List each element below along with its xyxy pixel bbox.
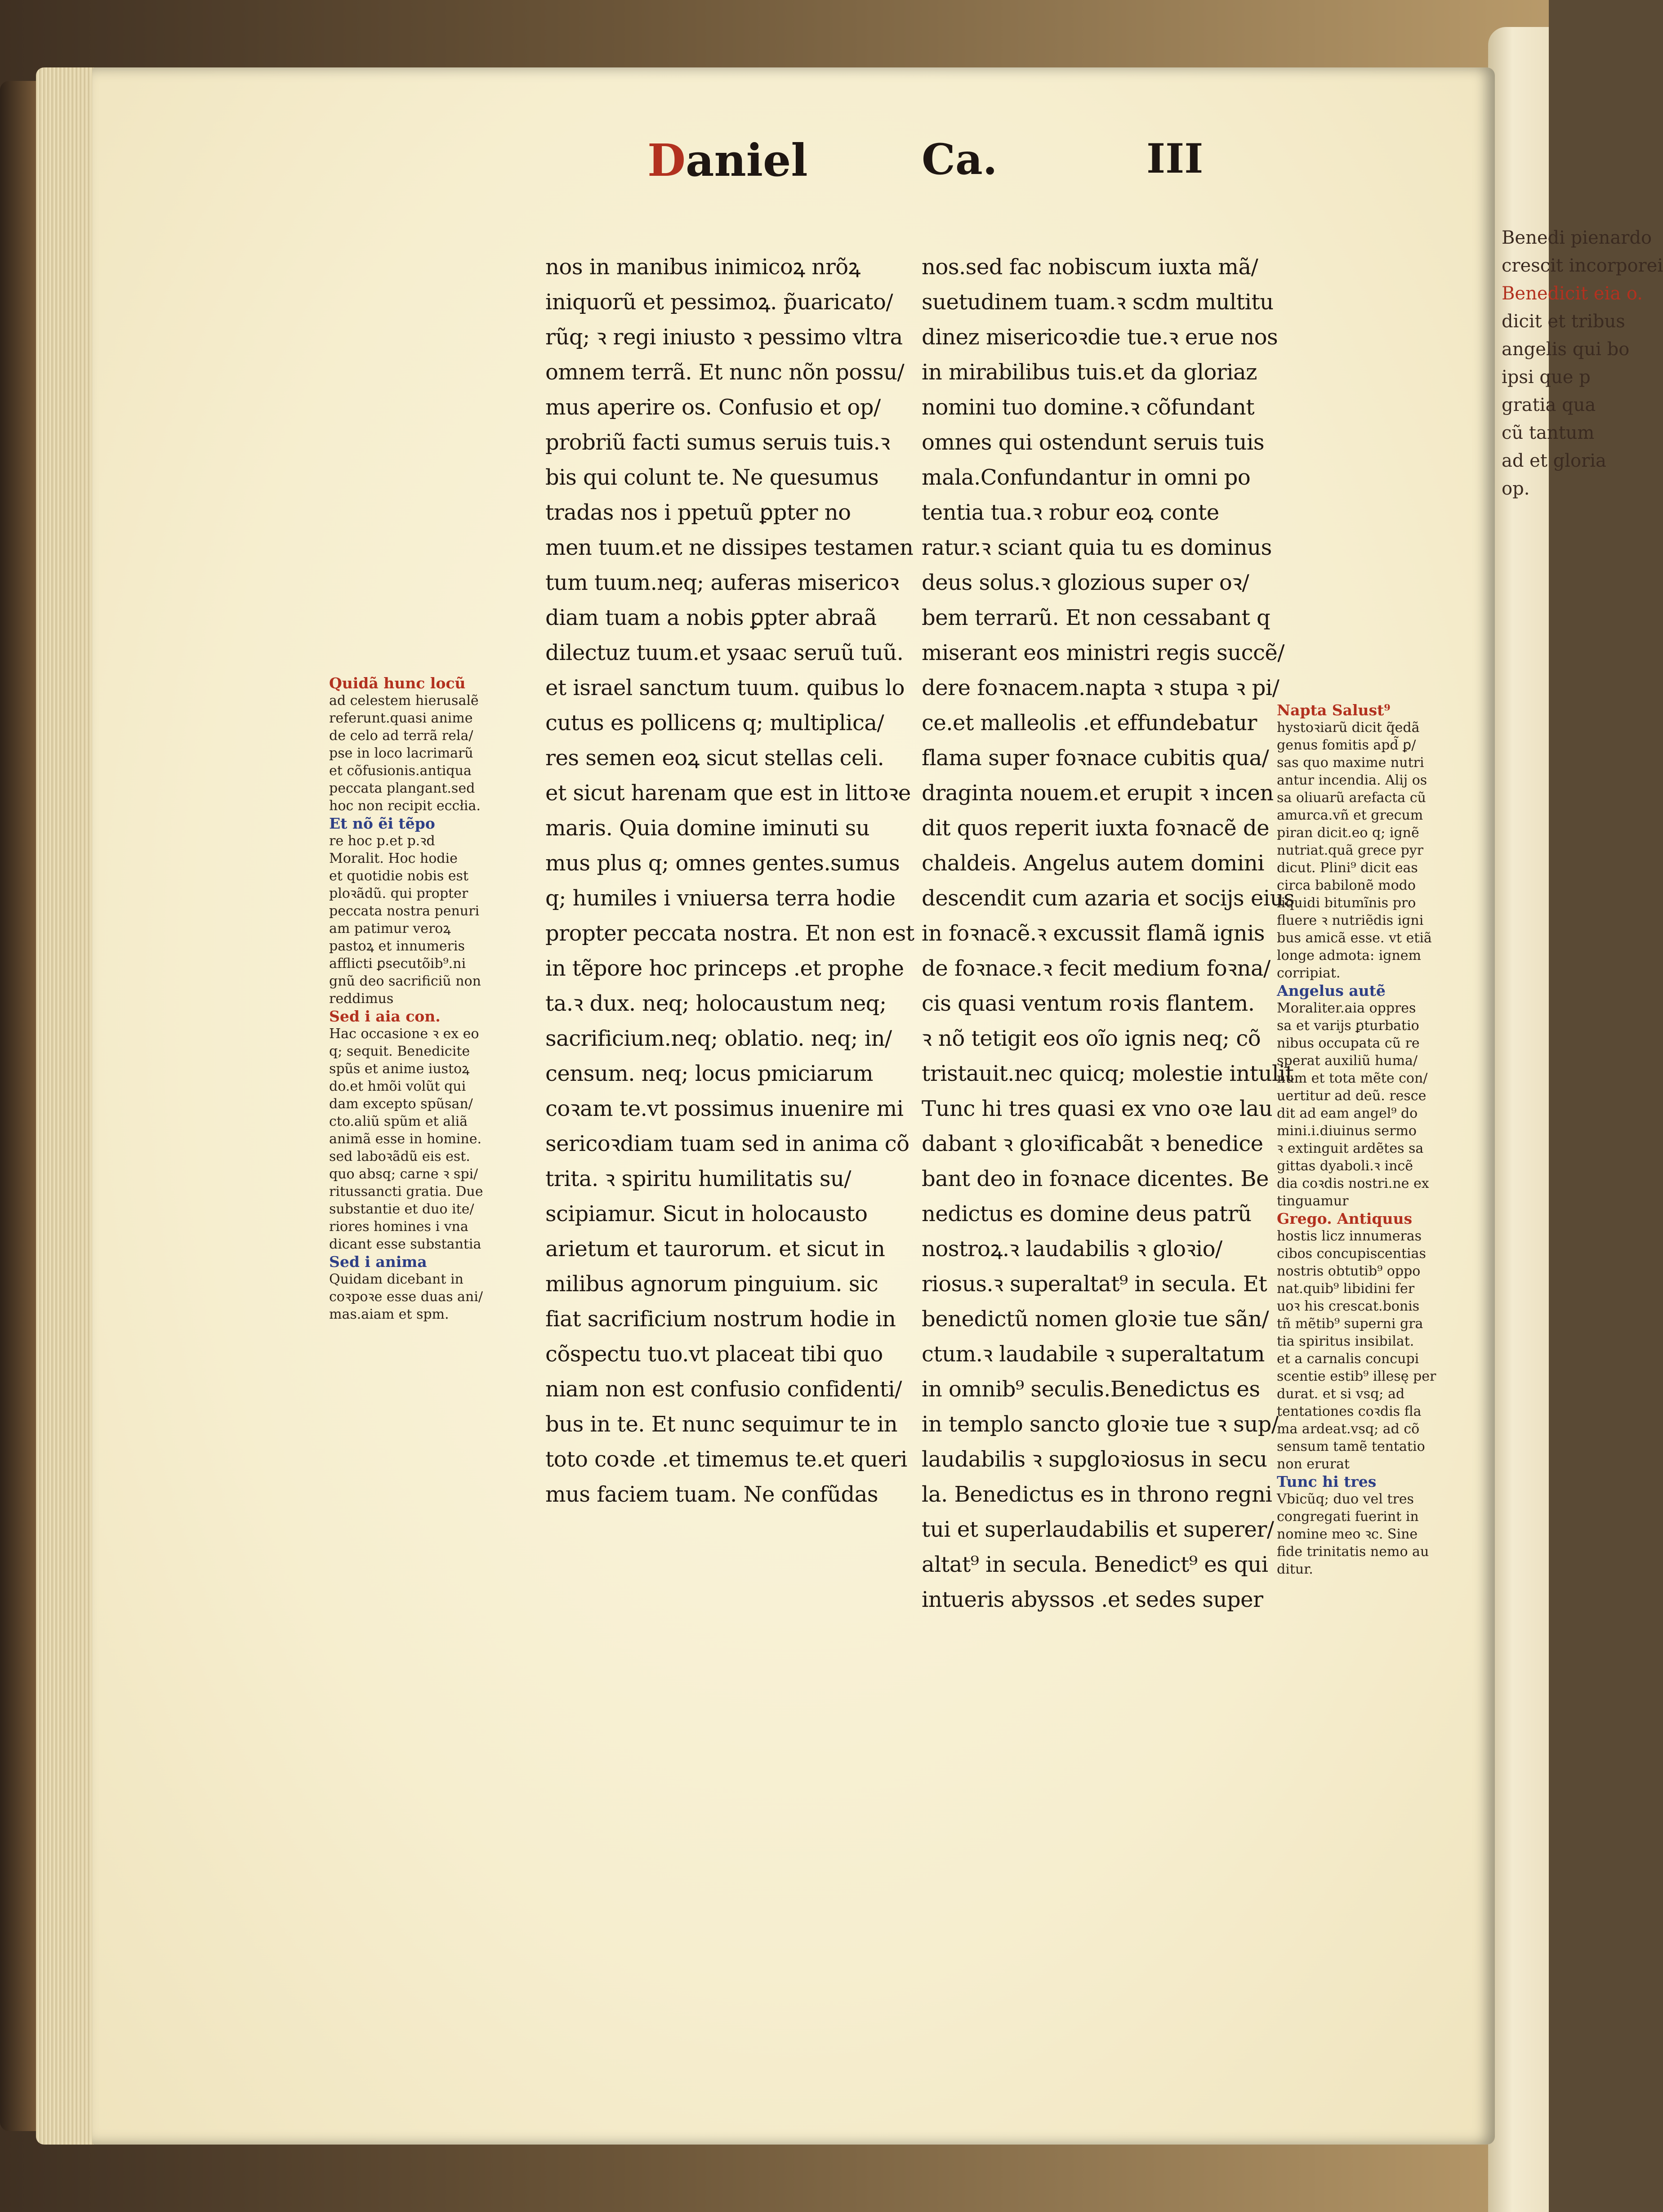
gloss-line: genus fomitis apd̃ ꝑ/ [1277,737,1416,753]
gloss-line: Napta Salust⁹ [1277,701,1391,719]
facing-page-fragment: angelis qui bo [1502,339,1630,360]
gloss-line: animã esse in homine. [329,1131,482,1147]
gloss-line: fluere ꝛ nutriẽdis igni [1277,913,1424,928]
text-line: nos in manibus inimicoꝝ nrõꝝ [545,254,860,280]
gloss-line: nibus occupata cũ re [1277,1035,1420,1051]
gloss-line: dicant esse substantia [329,1236,482,1252]
gloss-line: dit ad eam angel⁹ do [1277,1106,1418,1121]
gloss-line: pastoꝝ et innumeris [329,938,465,954]
gloss-line: hostis licz innumeras [1277,1228,1422,1244]
gloss-line: mini.i.diuinus sermo [1277,1123,1417,1139]
text-line: dilectuz tuum.et ysaac seruũ tuũ. [545,640,904,665]
text-line: tui et superlaudabilis et superer/ [922,1517,1274,1542]
text-line: intueris abyssos .et sedes super [922,1587,1263,1612]
gloss-line: q; sequit. Benedicite [329,1044,470,1059]
text-line: trita. ꝛ spiritu humilitatis su/ [545,1166,852,1191]
text-line: omnes qui ostendunt seruis tuis [922,430,1264,455]
gloss-line: spũs et anime iustoꝝ [329,1061,470,1077]
gloss-line: nat.quib⁹ libidini fer [1277,1281,1415,1297]
text-line: tentia tua.ꝛ robur eoꝝ conte [922,500,1219,525]
gloss-line: et cõfusionis.antiqua [329,763,472,779]
gloss-line: pse in loco lacrimarũ [329,745,473,761]
marginal-gloss-right [1277,701,1436,1578]
gloss-line: congregati fuerint in [1277,1509,1419,1525]
text-line: niam non est confusio confidenti/ [545,1377,902,1402]
text-line: nomini tuo domine.ꝛ cõfundant [922,395,1255,420]
text-line: draginta nouem.et erupit ꝛ incen [922,780,1274,806]
gloss-line: piran dicit.eo q; ignẽ [1277,825,1419,841]
gloss-line: et quotidie nobis est [329,868,468,884]
gloss-line: ad celestem hierusalẽ [329,693,479,709]
text-line: cõspectu tuo.vt placeat tibi quo [545,1342,883,1367]
gloss-line: fide trinitatis nemo au [1277,1544,1429,1560]
text-line: bant deo in foꝛnace dicentes. Be [922,1166,1269,1191]
text-line: censum. neq; locus pmiciarum [545,1061,874,1086]
text-line: deus solus.ꝛ glozious super oꝛ/ [922,570,1249,595]
gloss-line: gittas dyaboli.ꝛ incẽ [1277,1158,1413,1174]
text-line: de foꝛnace.ꝛ fecit medium foꝛna/ [922,956,1271,981]
text-line: coꝛam te.vt possimus inuenire mi [545,1096,904,1121]
gloss-line: Et nõ ẽi tẽpo [329,815,435,832]
gloss-line: referunt.quasi anime [329,710,473,726]
text-line: bus in te. Et nunc sequimur te in [545,1412,898,1437]
text-line: propter peccata nostra. Et non est [545,921,914,946]
facing-page-edge [1488,27,1663,2212]
gloss-line: quo absq; carne ꝛ spi/ [329,1166,478,1182]
gloss-line: coꝛpoꝛe esse duas ani/ [329,1289,483,1305]
text-line: nedictus es domine deus patrũ [922,1201,1252,1226]
gloss-line: Hac occasione ꝛ ex eo [329,1026,479,1042]
text-line: in tẽpore hoc princeps .et prophe [545,956,904,981]
text-line: arietum et taurorum. et sicut in [545,1236,885,1262]
gloss-line: uoꝛ his crescat.bonis [1277,1298,1420,1314]
gloss-line: hystoꝛiarũ dicit q̃edã [1277,720,1420,736]
text-line: in foꝛnacẽ.ꝛ excussit flamã ignis [922,921,1265,946]
gloss-line: Sed i aia con. [329,1008,441,1025]
gloss-line: sed laboꝛãdũ eis est. [329,1149,470,1164]
text-line: men tuum.et ne dissipes testamen [545,535,914,560]
gloss-line: nostris obtutib⁹ oppo [1277,1263,1421,1279]
text-line: descendit cum azaria et socijs eius [922,886,1295,911]
gloss-line: de celo ad terrã rela/ [329,728,473,744]
gloss-line: Angelus autẽ [1277,982,1386,999]
facing-page-fragment: Benedicit eia o. [1502,283,1643,304]
gloss-line: sensum tamẽ tentatio [1277,1439,1425,1454]
gloss-line: ritussancti gratia. Due [329,1184,483,1200]
facing-page-fragment: Benedi pienardo [1502,227,1652,248]
text-line: iniquorũ et pessimoꝝ. p̃uaricato/ [545,290,893,315]
text-line: diam tuam a nobis ꝑpter abraã [545,605,877,630]
text-line: sacrificium.neq; oblatio. neq; in/ [545,1026,892,1051]
gloss-line: mas.aiam et spm. [329,1307,449,1322]
gloss-line: amurca.vñ et grecum [1277,807,1423,823]
chapter-number: III [1146,135,1204,183]
text-line: tradas nos i ppetuũ ꝑpter no [545,500,851,525]
gloss-line: hoc non recipit eccłia. [329,798,481,814]
facing-page-fragment: ad et gloria [1502,450,1606,471]
main-text-column-left [545,250,914,1512]
gloss-line: re hoc p.et p.ꝛd [329,833,435,849]
text-line: ctum.ꝛ laudabile ꝛ superaltatum [922,1342,1265,1367]
gloss-line: tentationes coꝛdis fla [1277,1404,1422,1419]
facing-page-fragment: crescit incorporei [1502,255,1663,276]
text-line: in templo sancto gloꝛie tue ꝛ sup/ [922,1412,1279,1437]
gloss-line: ꝛ extinguit ardẽtes sa [1277,1141,1424,1156]
text-line: suetudinem tuam.ꝛ scdm multitu [922,290,1274,315]
text-line: ratur.ꝛ sciant quia tu es dominus [922,535,1272,560]
gloss-line: antur incendia. Alij os [1277,772,1427,788]
gloss-line: Quidam dicebant in [329,1271,464,1287]
gloss-line: scentie estib⁹ illesę per [1277,1369,1436,1384]
text-line: flama super foꝛnace cubitis qua/ [922,745,1269,771]
gloss-line: peccata nostra penuri [329,903,480,919]
text-line: laudabilis ꝛ supgloꝛiosus in secu [922,1447,1267,1472]
text-line: milibus agnorum pinguium. sic [545,1271,878,1297]
text-line: in mirabilibus tuis.et da gloriaz [922,360,1257,385]
gloss-line: riores homines i vna [329,1219,468,1235]
gloss-line: sperat auxiliũ huma/ [1277,1053,1418,1069]
text-line: Tunc hi tres quasi ex vno oꝛe lau [922,1096,1273,1121]
text-line: in omnib⁹ seculis.Benedictus es [922,1377,1260,1402]
gloss-line: tinguamur [1277,1193,1349,1209]
gloss-line: uertitur ad deũ. resce [1277,1088,1427,1104]
gloss-line: do.et hmõi volũt qui [329,1079,466,1094]
text-line: res semen eoꝝ sicut stellas celi. [545,745,884,771]
text-line: bis qui colunt te. Ne quesumus [545,465,879,490]
text-line: mala.Confundantur in omni po [922,465,1251,490]
facing-page-fragment: gratia qua [1502,395,1596,415]
text-line: q; humiles i vniuersa terra hodie [545,886,896,911]
text-line: dit quos reperit iuxta foꝛnacẽ de [922,816,1270,841]
text-line: et sicut harenam que est in littoꝛe [545,780,911,806]
gloss-line: tñ mẽtib⁹ superni gra [1277,1316,1423,1332]
text-line: nostroꝝ.ꝛ laudabilis ꝛ gloꝛio/ [922,1236,1222,1262]
gloss-line: bus amicã esse. vt etiã [1277,930,1432,946]
text-line: maris. Quia domine iminuti su [545,816,870,841]
text-line: mus aperire os. Confusio et op/ [545,395,881,420]
gloss-line: ditur. [1277,1561,1313,1577]
gloss-line: circa babilonẽ modo [1277,878,1416,893]
text-line: dinez misericoꝛdie tue.ꝛ erue nos [922,325,1278,350]
gloss-line: num et tota mẽte con/ [1277,1070,1428,1086]
gloss-line: longe admota: ignem [1277,948,1421,963]
gloss-line: Sed i anima [329,1253,427,1271]
text-line: omnem terrã. Et nunc nõn possu/ [545,360,905,385]
gloss-line: nomine meo ꝛc. Sine [1277,1526,1418,1542]
gloss-line: afflicti ꝑsecutõib⁹.ni [329,956,466,972]
gloss-line: dicut. Plini⁹ dicit eas [1277,860,1418,876]
facing-page-fragment: ipsi que p [1502,367,1591,388]
gloss-line: am patimur veroꝝ [329,921,451,937]
text-line: chaldeis. Angelus autem domini [922,851,1265,876]
text-line: tristauit.nec quicq; molestie intulit [922,1061,1294,1086]
facing-page-fragment: op. [1502,478,1530,499]
gloss-line: sa oliuarũ arefacta cũ [1277,790,1426,806]
gloss-line: Tunc hi tres [1277,1473,1377,1490]
text-line: cutus es pollicens q; multiplica/ [545,710,884,736]
text-line: tum tuum.neq; auferas misericoꝛ [545,570,899,595]
gloss-line: Vbicũq; duo vel tres [1277,1491,1414,1507]
gloss-line: ploꝛãdũ. qui propter [329,886,468,901]
chapter-label: Ca. [922,135,998,184]
gloss-line: dia coꝛdis nostri.ne ex [1277,1176,1429,1191]
gloss-line: tia spiritus insibilat. [1277,1333,1414,1349]
text-line: toto coꝛde .et timemus te.et queri [545,1447,907,1472]
gloss-line: cibos concupiscentias [1277,1246,1426,1262]
gloss-line: Moralit. Hoc hodie [329,851,458,866]
gloss-line: durat. et si vsq; ad [1277,1386,1405,1402]
facing-page-fragment: cũ tantum [1502,423,1595,443]
gloss-line: dam excepto spũsan/ [329,1096,473,1112]
gloss-line: nutriat.quã grece pyr [1277,843,1423,858]
text-line: ꝛ nõ tetigit eos oĩo ignis neq; cõ [922,1026,1261,1051]
text-line: miserant eos ministri regis succẽ/ [922,640,1284,665]
gloss-line: Quidã hunc locũ [329,674,466,692]
gloss-line: gnũ deo sacrificiũ non [329,973,481,989]
text-line: la. Benedictus es in throno regni [922,1482,1272,1507]
gloss-line: corripiat. [1277,965,1341,981]
text-line: nos.sed fac nobiscum iuxta mã/ [922,254,1258,280]
gloss-line: sas quo maxime nutri [1277,755,1424,771]
gloss-line: et a carnalis concupi [1277,1351,1419,1367]
text-line: fiat sacrificium nostrum hodie in [545,1307,896,1332]
gloss-line: liquidi bitumĩnis pro [1277,895,1416,911]
gloss-line: peccata plangant.sed [329,780,475,796]
gloss-line: Moraliter.aia oppres [1277,1000,1416,1016]
gloss-line: reddimus [329,991,394,1007]
text-line: dere foꝛnacem.napta ꝛ stupa ꝛ pi/ [922,675,1280,700]
text-line: scipiamur. Sicut in holocausto [545,1201,868,1226]
text-line: altat⁹ in secula. Benedict⁹ es qui [922,1552,1268,1577]
text-line: riosus.ꝛ superaltat⁹ in secula. Et [922,1271,1267,1297]
text-line: mus faciem tuam. Ne confũdas [545,1482,878,1507]
text-line: et israel sanctum tuum. quibus lo [545,675,905,700]
text-line: probriũ facti sumus seruis tuis.ꝛ [545,430,890,455]
facing-page-fragment: dicit et tribus [1502,311,1625,332]
text-line: rũq; ꝛ regi iniusto ꝛ pessimo vltra [545,325,903,350]
page-edges [36,67,94,2145]
gloss-line: cto.aliũ spũm et aliã [329,1114,468,1129]
gloss-line: substantie et duo ite/ [329,1201,474,1217]
text-line: dabant ꝛ gloꝛificabãt ꝛ benedice [922,1131,1263,1156]
text-line: ta.ꝛ dux. neq; holocaustum neq; [545,991,887,1016]
text-line: bem terrarũ. Et non cessabant q [922,605,1271,630]
text-line: cis quasi ventum roꝛis flantem. [922,991,1255,1016]
gloss-line: ma ardeat.vsq; ad cõ [1277,1421,1420,1437]
text-line: ce.et malleolis .et effundebatur [922,710,1257,736]
gloss-line: sa et varijs ꝑturbatio [1277,1018,1419,1034]
running-title: Daniel [647,135,808,187]
gloss-line: Grego. Antiquus [1277,1210,1413,1227]
gloss-line: non erurat [1277,1456,1350,1472]
text-line: benedictũ nomen gloꝛie tue sãn/ [922,1307,1269,1332]
text-line: sericoꝛdiam tuam sed in anima cõ [545,1131,910,1156]
text-line: mus plus q; omnes gentes.sumus [545,851,900,876]
marginal-gloss-left [329,674,493,1323]
